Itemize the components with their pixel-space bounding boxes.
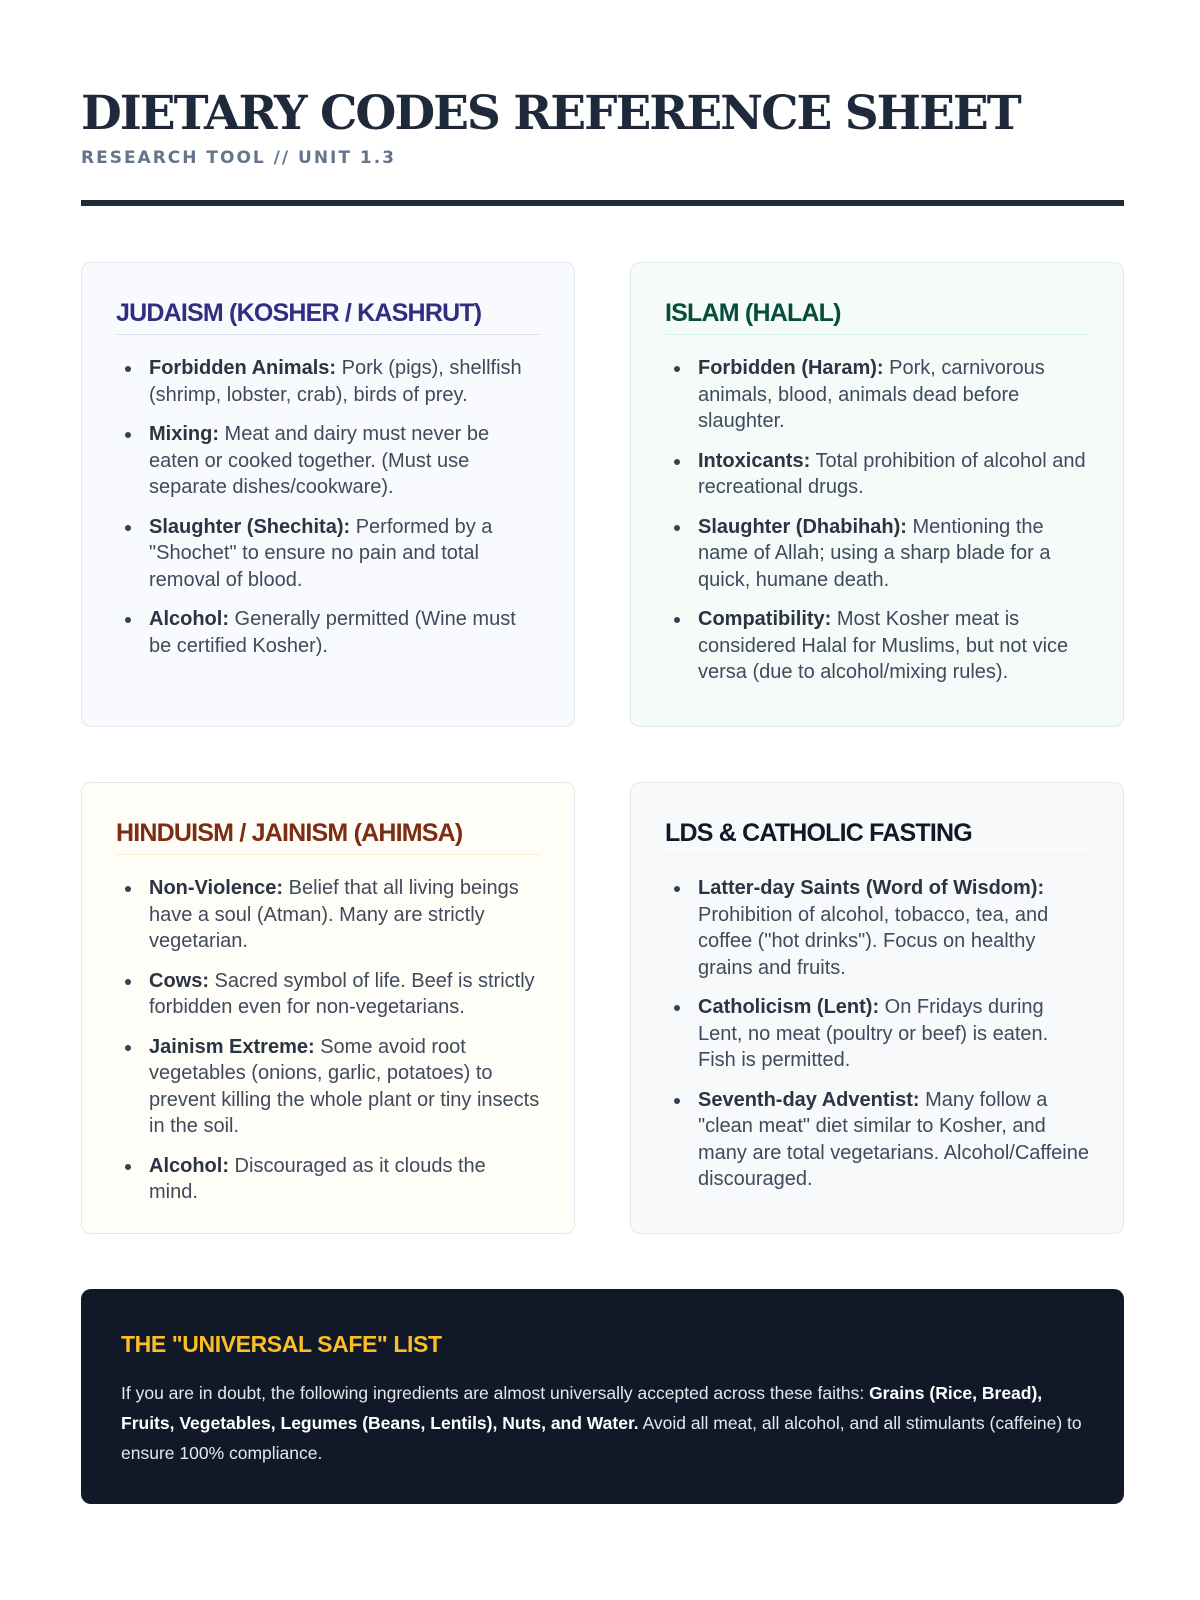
list-item xyxy=(665,606,1089,686)
card-islam xyxy=(630,262,1124,727)
item-text: Belief that all living beings have a soul (Atman). Many are strictly vegetarian. xyxy=(149,877,519,952)
rule-list xyxy=(665,355,1089,686)
rule-list xyxy=(116,355,540,659)
item-text: Generally permitted (Wine must be certified Kosher). xyxy=(149,608,516,657)
card-judaism xyxy=(81,262,575,727)
list-item xyxy=(116,1034,540,1140)
item-text: Pork (pigs), shellfish (shrimp, lobster, crab), birds of prey. xyxy=(149,357,522,406)
list-item xyxy=(116,1153,540,1206)
list-item xyxy=(116,355,540,408)
safe-list-highlight: Grains (Rice, Bread), Fruits, Vegetables, Legumes (Beans, Lentils), Nuts, and Water. xyxy=(121,1383,1043,1433)
list-item xyxy=(116,968,540,1021)
item-text: Many follow a "clean meat" diet similar to Kosher, and many are total vegetarians. Alcohol/Caffeine discouraged. xyxy=(698,1088,1089,1190)
card-hinduism-jainism xyxy=(81,782,575,1234)
item-text: Sacred symbol of life. Beef is strictly forbidden even for non-vegetarians. xyxy=(149,969,535,1018)
item-label: Non-Violence: xyxy=(149,877,284,899)
card-title: HINDUISM / JAINISM (AHIMSA) xyxy=(116,819,540,855)
item-label: Latter-day Saints (Word of Wisdom): xyxy=(698,877,1045,899)
card-lds-catholic xyxy=(630,782,1124,1234)
item-text: Total prohibition of alcohol and recreational drugs. xyxy=(698,449,1086,498)
item-text: Performed by a "Shochet" to ensure no pain and total removal of blood. xyxy=(149,515,493,591)
item-text: Pork, carnivorous animals, blood, animals dead before slaughter. xyxy=(698,357,1045,432)
item-label: Forbidden Animals: xyxy=(149,357,337,379)
list-item xyxy=(116,606,540,659)
item-text: Some avoid root vegetables (onions, garlic, potatoes) to prevent killing the whole plant or tiny insects in the soil. xyxy=(149,1035,540,1137)
item-label: Compatibility: xyxy=(698,608,832,630)
item-label: Catholicism (Lent): xyxy=(698,996,880,1018)
item-text: Mentioning the name of Allah; using a sharp blade for a quick, humane death. xyxy=(698,515,1051,591)
item-label: Cows: xyxy=(149,969,209,992)
header-divider xyxy=(81,200,1124,206)
item-text: On Fridays during Lent, no meat (poultry or beef) is eaten. Fish is permitted. xyxy=(698,996,1049,1071)
rule-list xyxy=(116,875,540,1206)
safe-list-text xyxy=(121,1378,1084,1468)
list-item xyxy=(665,448,1089,501)
item-label: Alcohol: xyxy=(149,608,229,630)
list-item xyxy=(116,514,540,594)
page-subtitle: RESEARCH TOOL // UNIT 1.3 xyxy=(81,148,397,168)
item-label: Slaughter (Shechita): xyxy=(149,515,351,538)
item-text: Meat and dairy must never be eaten or cooked together. (Must use separate dishes/cookware). xyxy=(149,423,490,498)
item-label: Jainism Extreme: xyxy=(149,1035,315,1058)
item-label: Alcohol: xyxy=(149,1154,229,1177)
list-item xyxy=(665,514,1089,594)
page-header xyxy=(81,86,1124,168)
item-text: Most Kosher meat is considered Halal for Muslims, but not vice versa (due to alcohol/mixing rules). xyxy=(698,608,1069,683)
page-title: DIETARY CODES REFERENCE SHEET xyxy=(81,86,1020,141)
safe-list-outro: Avoid all meat, all alcohol, and all stimulants (caffeine) to ensure 100% compliance. xyxy=(121,1413,1082,1463)
list-item xyxy=(116,875,540,955)
list-item xyxy=(116,421,540,501)
universal-safe-list xyxy=(81,1289,1124,1504)
card-title: JUDAISM (KOSHER / KASHRUT) xyxy=(116,299,540,335)
rule-list xyxy=(665,875,1089,1193)
item-label: Slaughter (Dhabihah): xyxy=(698,515,907,538)
item-label: Seventh-day Adventist: xyxy=(698,1088,920,1111)
list-item xyxy=(665,355,1089,435)
list-item xyxy=(665,994,1089,1074)
safe-list-title: THE "UNIVERSAL SAFE" LIST xyxy=(121,1331,442,1357)
list-item xyxy=(665,1087,1089,1193)
card-title: LDS & CATHOLIC FASTING xyxy=(665,819,1089,855)
item-text: Discouraged as it clouds the mind. xyxy=(149,1154,486,1203)
list-item xyxy=(665,875,1089,981)
item-text: Prohibition of alcohol, tobacco, tea, and coffee ("hot drinks"). Focus on healthy grains and fruits. xyxy=(698,903,1049,979)
item-label: Forbidden (Haram): xyxy=(698,357,884,379)
item-label: Intoxicants: xyxy=(698,449,811,472)
safe-list-intro: If you are in doubt, the following ingredients are almost universally accepted across these faiths: xyxy=(121,1383,870,1403)
card-title: ISLAM (HALAL) xyxy=(665,299,1089,335)
item-label: Mixing: xyxy=(149,423,219,445)
